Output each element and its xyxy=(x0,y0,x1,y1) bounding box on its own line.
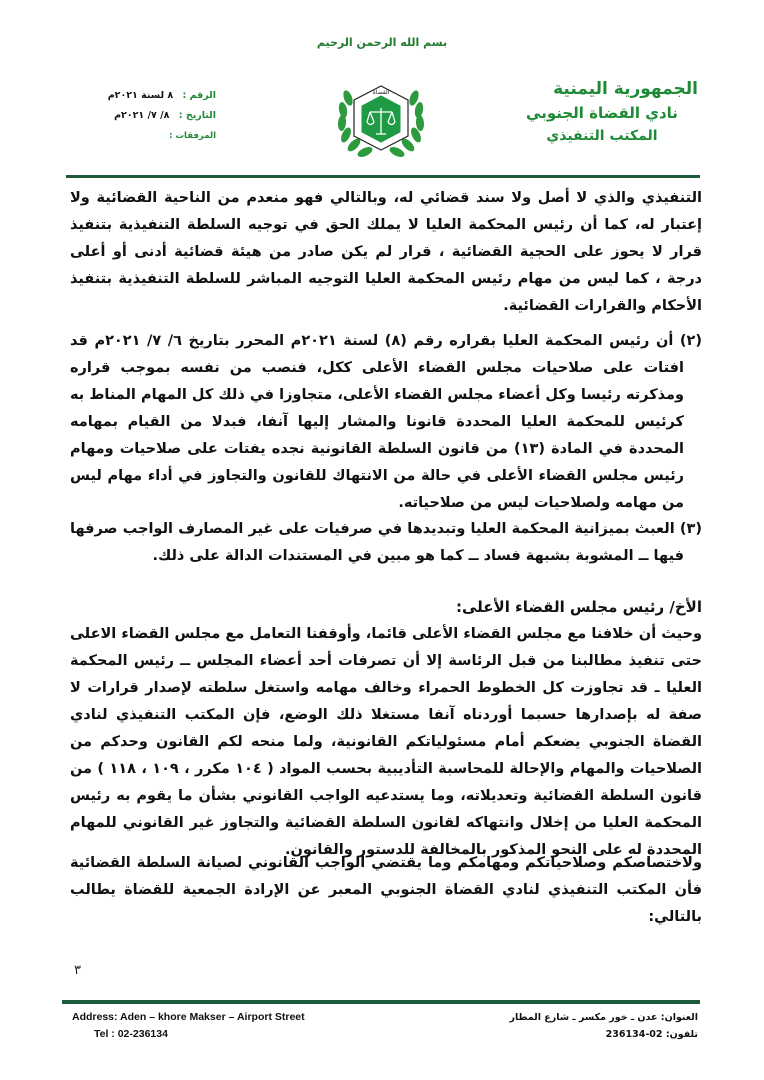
page-number: ٣ xyxy=(74,963,81,978)
footer-arabic xyxy=(509,1009,698,1043)
ref-date-value: ٨/ ٧/ ٢٠٢١م xyxy=(114,110,170,121)
letterhead-org xyxy=(502,78,702,146)
club-name: نادي القضاة الجنوبي xyxy=(526,104,678,122)
ref-number-label: الرقم : xyxy=(182,90,216,101)
item-2 xyxy=(70,328,702,517)
ref-number-value: ٨ لسنة ٢٠٢١م xyxy=(107,90,174,101)
footer-address-en: Address: Aden – khore Makser – Airport Street xyxy=(72,1011,305,1023)
footer-tel-en: Tel : 02-236134 xyxy=(94,1028,168,1040)
paragraph-4-part-b: يضعكم أمام مسئولياتكم القانونية، ولما منحه لكم القانون وحدكم من الصلاحيات والمهام والإحالة للمحاسبة التأديبية بحسب المواد ( ١٠٤ مكرر ، ١٠٩ ، ١١٨ ) من قانون السلطة القضائية وتعديلاته، وما يستدعيه الواجب القانوني بشأن ما يقوم به رئيس المحكمة العليا من إخلال وانتهاكه لقانون السلطة القضائية والتجاوز غير القانوني للمهام المحددة له على النحو المذكور بالمخالفة للدستور والقانون. xyxy=(70,734,703,858)
country-name: الجمهورية اليمنية xyxy=(553,79,698,99)
basmala: بسم الله الرحمن الرحيم xyxy=(316,36,448,49)
reference-block xyxy=(76,86,216,146)
footer-address-ar: العنوان: عدن ـ خور مكسر ـ شارع المطار xyxy=(509,1012,698,1023)
ref-date-row xyxy=(76,106,216,126)
paragraph-4-part-a: وحيث أن خلافنا مع مجلس القضاء الأعلى قائما، وأوقفنا التعامل مع مجلس القضاء الاعلى حتى تنفيذ مطالبنا من قبل الرئاسة إلا أن تصرفات أحد أعضاء المجلس ــ رئيس المحكمة العليا ـ قد تجاوزت كل الخطوط الحمراء وخالف مهامه واستغل سلطته لإصدار قرارات لا صفة له بإصدارها حسبما أوردناه آنفا مستغلا ذلك الوضع، xyxy=(70,626,702,723)
club-logo-icon xyxy=(326,78,436,163)
footer-tel-ar: تلفون: 02-236134 xyxy=(605,1029,698,1040)
item-3 xyxy=(70,516,702,570)
paragraph-4-bold: فإن المكتب التنفيذي لنادي القضاة الجنوبي xyxy=(70,707,702,750)
paragraph-continuation xyxy=(70,185,702,320)
office-name: المكتب التنفيذي xyxy=(546,128,658,144)
paragraph-3: (٣) العبث بميزانية المحكمة العليا وتبديدها في صرفيات على غير المصارف الواجب صرفها فيها ــ المشوبة بشبهة فساد ــ كما هو مبين في المستندات الدالة على ذلك. xyxy=(70,521,702,564)
paragraph-2: (٢) أن رئيس المحكمة العليا بقراره رقم (٨) لسنة ٢٠٢١م المحرر بتاريخ ٦/ ٧/ ٢٠٢١م قد افتات على صلاحيات مجلس القضاء الأعلى ككل، فنصب من نفسه بموجب قراره ومذكرته رئيسا وكل أعضاء مجلس القضاء الأعلى، متجاوزا في ذلك كل المهام المناط به كرئيس للمحكمة العليا المحددة قانونا والمشار إليها آنفا، فبدلا من القيام بمهامه المحددة في المادة (١٣) من قانون السلطة القانونية نجده يفتات على صلاحيات ومهام رئيس مجلس القضاء الأعلى في حالة من الانتهاك للقانون والتجاوز في أداء مهام ليس من مهامه ولصلاحيات ليس من صلاحياته. xyxy=(70,333,702,511)
footer-divider xyxy=(62,1000,700,1004)
paragraph-1: التنفيذي والذي لا أصل ولا سند قضائي له، وبالتالي فهو منعدم من الناحية القضائية ولا إعتبار له، كما أن رئيس المحكمة العليا لا يملك الحق في توجيه السلطة التنفيذية بتنفيذ قرار لا يحوز على الحجية القضائية ، قرار لم يكن صادر من هيئة قضائية أدنى أو أعلى درجة ، كما ليس من مهام رئيس المحكمة العليا التوجيه المباشر للسلطة التنفيذية بتنفيذ الأحكام والقرارات القضائية. xyxy=(70,190,702,314)
paragraph-4 xyxy=(70,621,702,864)
addressee-section xyxy=(70,594,702,864)
addressee: الأخ/ رئيس مجلس القضاء الأعلى: xyxy=(455,598,702,616)
ref-date-label: التاريخ : xyxy=(178,110,216,121)
svg-text:القضاة: القضاة xyxy=(372,89,390,96)
footer-english xyxy=(72,1009,305,1043)
closing-section xyxy=(70,850,702,931)
ref-attachments-label: المرفقات : xyxy=(169,131,216,141)
header-divider xyxy=(66,175,700,178)
ref-attachments-row xyxy=(76,126,216,146)
paragraph-5: ولاختصاصكم وصلاحياتكم ومهامكم وما يقتضي الواجب القانوني لصيانة السلطة القضائية فأن المكتب التنفيذي لنادي القضاة الجنوبي المعبر عن الإرادة الجمعية للقضاة يطالب بالتالي: xyxy=(70,855,702,925)
ref-number-row xyxy=(76,86,216,106)
